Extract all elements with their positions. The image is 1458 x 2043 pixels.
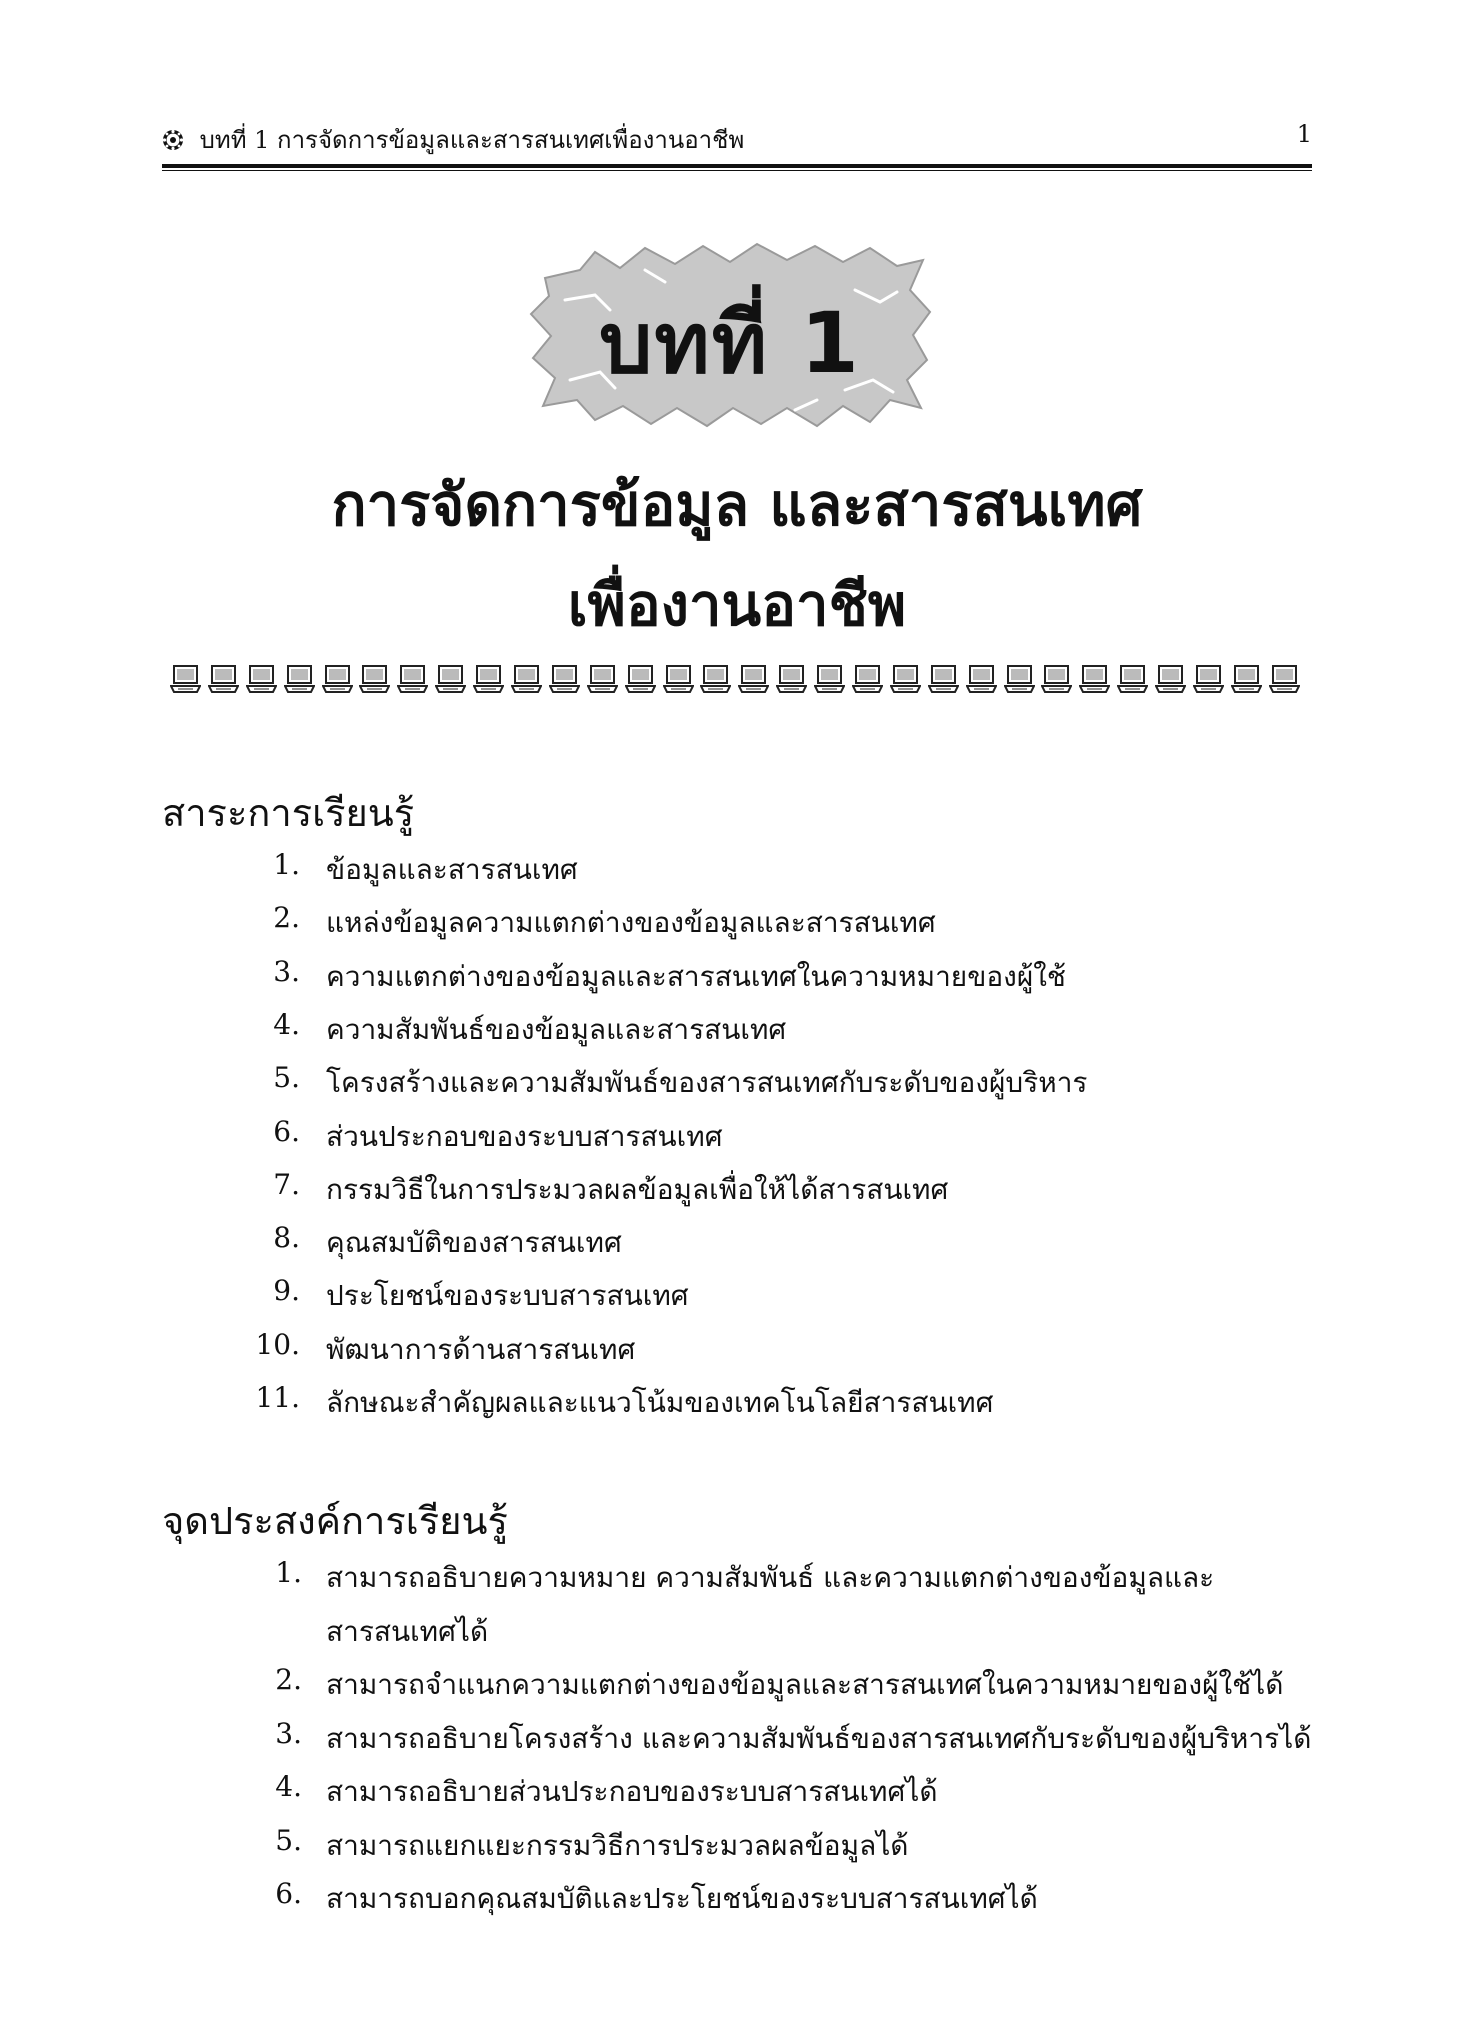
laptop-icon <box>359 664 390 694</box>
list-item-number: 1. <box>275 1556 302 1589</box>
page-number: 1 <box>1296 120 1312 148</box>
list-item-number: 5. <box>275 1823 302 1857</box>
laptop-icon <box>170 664 201 694</box>
laptop-icon <box>397 664 428 694</box>
list-item-number: 5. <box>273 1061 300 1095</box>
laptop-icon <box>587 664 618 694</box>
laptop-icon <box>852 664 883 694</box>
header-rule-thick <box>162 164 1312 168</box>
list-item-text: สามารถอธิบายความหมาย ความสัมพันธ์ และความแตกต่างของข้อมูลและ <box>326 1561 1215 1594</box>
list-item-text: ความแตกต่างของข้อมูลและสารสนเทศในความหมายของผู้ใช้ <box>326 959 1066 993</box>
list-item-text: สามารถอธิบายส่วนประกอบของระบบสารสนเทศได้ <box>326 1775 938 1808</box>
running-header <box>162 120 1312 160</box>
list-item-number: 3. <box>275 1716 302 1750</box>
list-item-text: กรรมวิธีในการประมวลผลข้อมูลเพื่อให้ได้สารสนเทศ <box>326 1172 949 1206</box>
laptop-icon <box>776 664 807 694</box>
laptop-icon <box>1269 664 1300 694</box>
laptop-icon <box>1117 664 1148 694</box>
objectives-heading: จุดประสงค์การเรียนรู้ <box>162 1499 508 1543</box>
laptop-icon <box>435 664 466 694</box>
laptop-icon <box>284 664 315 694</box>
laptop-icon <box>208 664 239 694</box>
laptop-icon <box>966 664 997 694</box>
laptop-icon <box>549 664 580 694</box>
list-item-text: โครงสร้างและความสัมพันธ์ของสารสนเทศกับระดับของผู้บริหาร <box>326 1066 1088 1100</box>
learning-content-heading: สาระการเรียนรู้ <box>162 791 415 835</box>
list-item-number: 2. <box>275 1663 302 1696</box>
list-item-text: ประโยชน์ของระบบสารสนเทศ <box>326 1279 689 1313</box>
list-item-text: สามารถอธิบายโครงสร้าง และความสัมพันธ์ของสารสนเทศกับระดับของผู้บริหารได้ <box>326 1721 1312 1755</box>
list-item-number: 7. <box>273 1167 300 1201</box>
laptop-icon <box>1231 664 1262 694</box>
laptop-icon <box>663 664 694 694</box>
list-item-text: สามารถจำแนกความแตกต่างของข้อมูลและสารสนเทศในความหมายของผู้ใช้ได้ <box>326 1668 1284 1701</box>
list-item-text: แหล่งข้อมูลความแตกต่างของข้อมูลและสารสนเทศ <box>326 906 936 940</box>
laptop-icon <box>1155 664 1186 694</box>
chapter-label: บทที่ 1 <box>599 294 861 392</box>
laptop-icon <box>1041 664 1072 694</box>
laptop-icon <box>1004 664 1035 694</box>
laptop-icon-divider <box>170 664 1300 700</box>
list-item-number: 4. <box>273 1007 300 1041</box>
list-item-text: ลักษณะสำคัญผลและแนวโน้มของเทคโนโลยีสารสนเทศ <box>326 1386 994 1419</box>
laptop-icon <box>1079 664 1110 694</box>
list-item-number: 2. <box>273 901 300 935</box>
list-item-text: คุณสมบัติของสารสนเทศ <box>326 1226 622 1260</box>
laptop-icon <box>890 664 921 694</box>
list-item-number: 8. <box>273 1221 300 1255</box>
header-title: บทที่ 1 การจัดการข้อมูลและสารสนเทศเพื่องานอาชีพ <box>199 126 745 154</box>
header-rule-thin <box>162 170 1312 171</box>
list-item-text: ข้อมูลและสารสนเทศ <box>326 853 578 886</box>
laptop-icon <box>322 664 353 694</box>
laptop-icon <box>738 664 769 694</box>
gear-flower-icon <box>162 129 184 151</box>
list-item-number: 11. <box>255 1381 300 1414</box>
laptop-icon <box>473 664 504 694</box>
list-item-number: 6. <box>275 1877 302 1910</box>
list-item-number: 9. <box>273 1274 300 1308</box>
list-item-number: 4. <box>275 1770 302 1803</box>
list-item-text: ส่วนประกอบของระบบสารสนเทศ <box>326 1119 723 1153</box>
chapter-title-line2: เพื่องานอาชีพ <box>567 571 907 639</box>
list-item-text: สารสนเทศได้ <box>326 1614 489 1648</box>
laptop-icon <box>1193 664 1224 694</box>
chapter-title-line1: การจัดการข้อมูล และสารสนเทศ <box>331 471 1143 539</box>
laptop-icon <box>814 664 845 694</box>
list-item-text: สามารถบอกคุณสมบัติและประโยชน์ของระบบสารสนเทศได้ <box>326 1882 1038 1915</box>
laptop-icon <box>625 664 656 694</box>
list-item-text: พัฒนาการด้านสารสนเทศ <box>326 1332 636 1366</box>
laptop-icon <box>511 664 542 694</box>
list-item-number: 3. <box>273 954 300 988</box>
list-item-number: 6. <box>273 1114 300 1148</box>
list-item-number: 10. <box>255 1327 300 1361</box>
laptop-icon <box>246 664 277 694</box>
list-item-number: 1. <box>273 848 300 881</box>
list-item-text: สามารถแยกแยะกรรมวิธีการประมวลผลข้อมูลได้ <box>326 1828 909 1862</box>
list-item-text: ความสัมพันธ์ของข้อมูลและสารสนเทศ <box>326 1012 787 1046</box>
laptop-icon <box>700 664 731 694</box>
laptop-icon <box>928 664 959 694</box>
